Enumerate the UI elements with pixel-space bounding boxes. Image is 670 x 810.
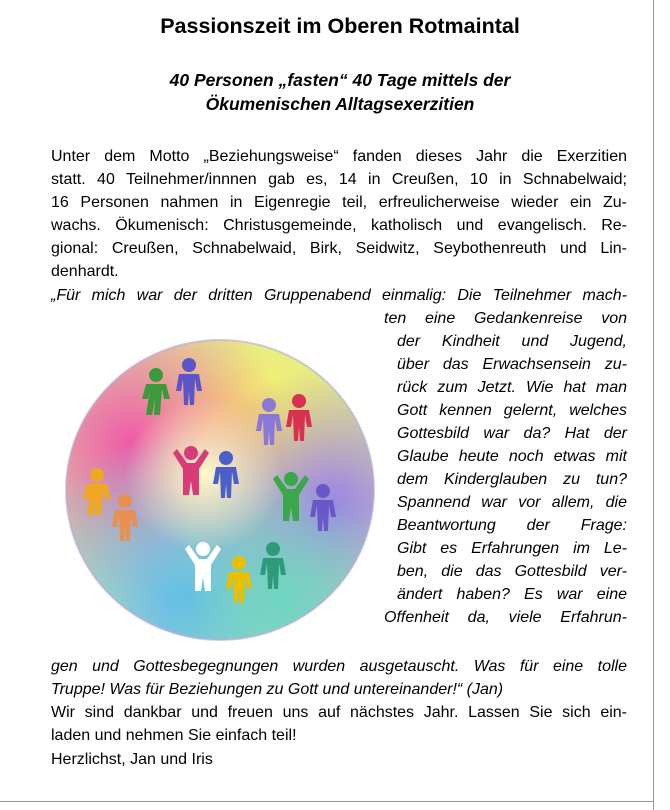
quote-line: dem Kinderglauben zu tun? — [397, 471, 627, 488]
quote-line: Gottesbild war da? Hat der — [397, 425, 627, 442]
article-title: Passionszeit im Oberen Rotmaintal — [160, 14, 520, 38]
quote-line: Glaube heute noch etwas mit — [397, 448, 627, 465]
intro-line: gional: Creußen, Schnabelwaid, Birk, Seidwitz, Seybothenreuth und Lin- — [51, 240, 627, 257]
closing-line: Herzlichst, Jan und Iris — [51, 751, 213, 768]
page-border-right — [653, 0, 654, 810]
closing-line: Wir sind dankbar und freuen uns auf nächstes Jahr. Lassen Sie sich ein- — [51, 704, 627, 721]
quote-line: der Kindheit und Jugend, — [397, 333, 627, 350]
quote-line: Beantwortung der Frage: — [397, 517, 627, 534]
quote-line: rück zum Jetzt. Wie hat man — [397, 379, 627, 396]
quote-line: Truppe! Was für Beziehungen zu Gott und untereinander!“ (Jan) — [51, 681, 504, 698]
subtitle-line: Ökumenischen Alltagsexerzitien — [205, 94, 475, 114]
page-border-bottom — [0, 801, 654, 802]
intro-line: wachs. Ökumenisch: Christusgemeinde, katholisch und evangelisch. Re- — [51, 217, 627, 234]
quote-line: Gott kennen gelernt, welches — [397, 402, 627, 419]
intro-line: statt. 40 Teilnehmer/innnen gab es, 14 in Creußen, 10 in Schnabelwaid; — [51, 171, 627, 188]
intro-line: denhardt. — [51, 263, 119, 280]
colorful-circle-with-figures-icon — [61, 335, 379, 645]
quote-line: ben, die das Gottesbild ver- — [397, 563, 627, 580]
quote-line: Spannend war vor allem, die — [397, 494, 627, 511]
quote-line: Gibt es Erfahrungen im Le- — [397, 540, 627, 557]
article-subtitle — [0, 68, 670, 116]
quote-line: Offenheit da, viele Erfahrun- — [384, 609, 627, 626]
quote-line: gen und Gottesbegegnungen wurden ausgetauscht. Was für eine tolle — [51, 658, 627, 675]
quote-line: „Für mich war der dritten Gruppenabend einmalig: Die Teilnehmer mach- — [51, 287, 627, 304]
intro-line: 16 Personen nahmen in Eigenregie teil, erfreulicherweise wieder ein Zu- — [51, 194, 627, 211]
quote-line: ändert haben? Es war eine — [397, 586, 627, 603]
intro-line: Unter dem Motto „Beziehungsweise“ fanden dieses Jahr die Exerzitien — [51, 148, 627, 165]
subtitle-line: 40 Personen „fasten“ 40 Tage mittels der — [169, 70, 511, 90]
closing-line: laden und nehmen Sie einfach teil! — [51, 727, 297, 744]
quote-line: über das Erwachsensein zu- — [397, 356, 627, 373]
quote-line: ten eine Gedankenreise von — [384, 310, 627, 327]
